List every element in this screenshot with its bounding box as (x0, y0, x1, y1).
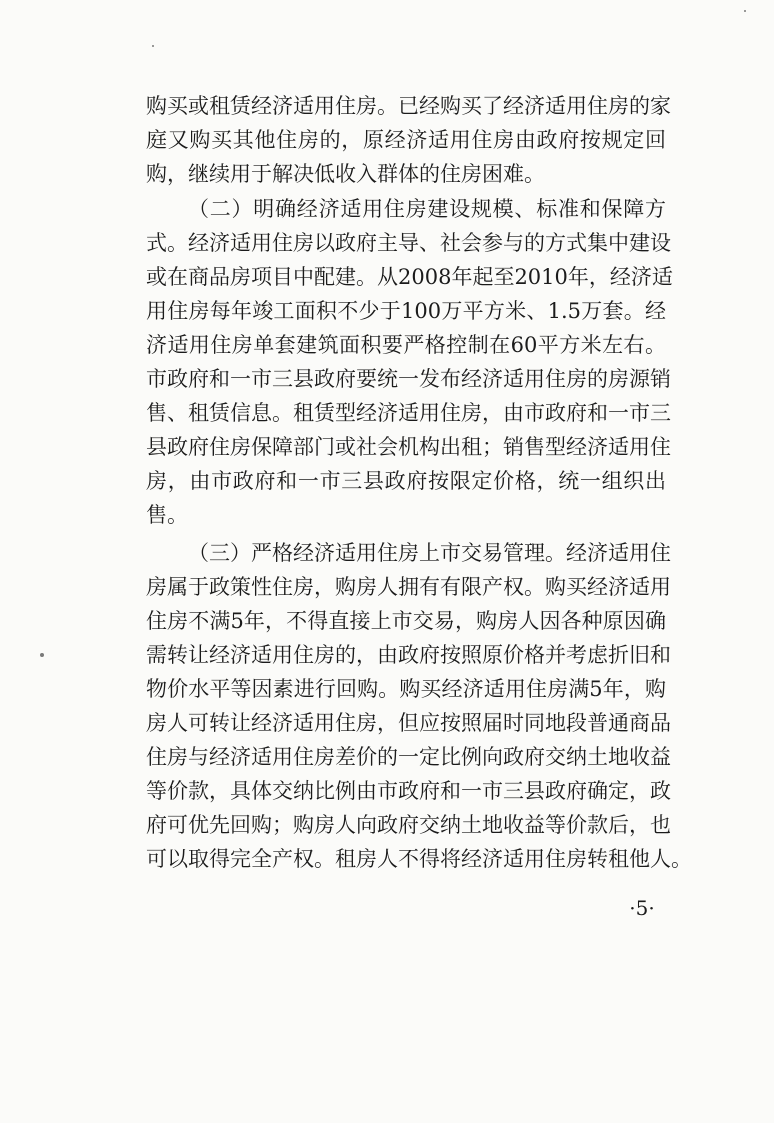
text-line: 房人可转让经济适用住房，但应按照届时同地段普通商品 (146, 711, 671, 735)
page-number: ·5· (629, 896, 655, 920)
text-line: （二）明确经济适用住房建设规模、标准和保障方 (188, 197, 666, 221)
text-line: 式。经济适用住房以政府主导、社会参与的方式集中建设 (146, 231, 671, 255)
text-line: 房属于政策性住房，购房人拥有有限产权。购买经济适用 (146, 575, 671, 599)
text-line: 或在商品房项目中配建。从2008年起至2010年，经济适 (146, 265, 673, 289)
text-line: 县政府住房保障部门或社会机构出租；销售型经济适用住 (146, 435, 671, 459)
paragraph-2 (146, 192, 673, 532)
text-line: 府可优先回购；购房人向政府交纳土地收益等价款后，也 (146, 813, 671, 837)
text-line: 可以取得完全产权。租房人不得将经济适用住房转租他人。 (146, 847, 692, 871)
text-line: 购买或租赁经济适用住房。已经购买了经济适用住房的家 (146, 94, 671, 118)
text-line: 售、租赁信息。租赁型经济适用住房，由市政府和一市三 (146, 401, 671, 425)
scan-speck (744, 10, 746, 12)
text-line: 市政府和一市三县政府要统一发布经济适用住房的房源销 (146, 367, 671, 391)
text-line: 物价水平等因素进行回购。购买经济适用住房满5年，购 (146, 677, 666, 701)
text-line: 售。 (146, 503, 188, 527)
text-line: 住房不满5年，不得直接上市交易，购房人因各种原因确 (146, 609, 666, 633)
text-line: 庭又购买其他住房的，原经济适用住房由政府按规定回 (146, 128, 666, 152)
text-line: （三）严格经济适用住房上市交易管理。经济适用住 (188, 541, 671, 565)
text-line: 房，由市政府和一市三县政府按限定价格，统一组织出 (146, 469, 666, 493)
paragraph-1 (146, 89, 671, 191)
text-line: 需转让经济适用住房的，由政府按照原价格并考虑折旧和 (146, 643, 671, 667)
paragraph-3 (146, 536, 692, 876)
text-line: 等价款，具体交纳比例由市政府和一市三县政府确定，政 (146, 779, 671, 803)
text-line: 用住房每年竣工面积不少于100万平方米、1.5万套。经 (146, 299, 666, 323)
text-line: 济适用住房单套建筑面积要严格控制在60平方米左右。 (146, 333, 666, 357)
scan-speck (152, 45, 154, 47)
text-line: 购，继续用于解决低收入群体的住房困难。 (146, 162, 545, 186)
text-line: 住房与经济适用住房差价的一定比例向政府交纳土地收益 (146, 745, 671, 769)
scan-speck (40, 653, 44, 657)
